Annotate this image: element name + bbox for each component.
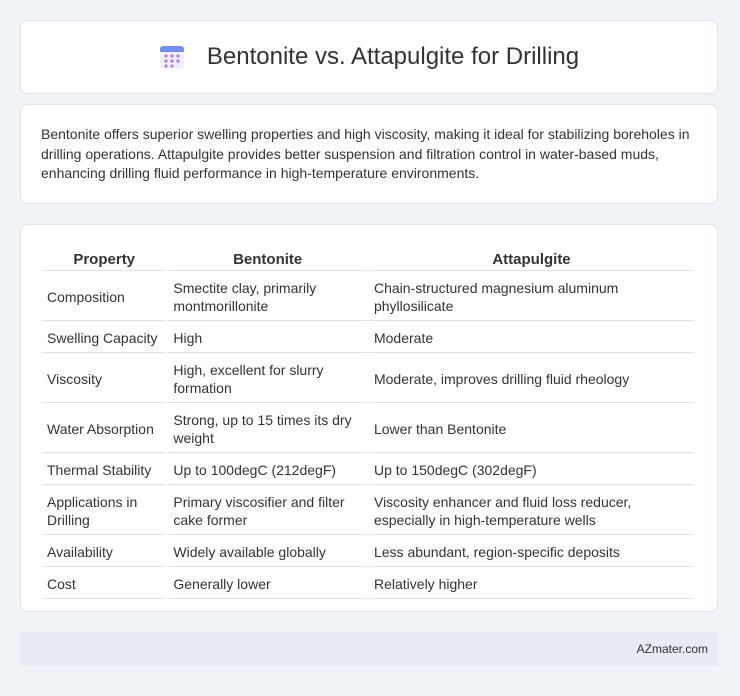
cell-attapulgite: Viscosity enhancer and fluid loss reducer, especially in high-temperature wells bbox=[369, 487, 694, 535]
cell-attapulgite: Moderate, improves drilling fluid rheology bbox=[369, 355, 694, 403]
cell-bentonite: Generally lower bbox=[168, 569, 367, 599]
cell-bentonite: High bbox=[168, 323, 367, 353]
cell-attapulgite: Relatively higher bbox=[369, 569, 694, 599]
cell-attapulgite: Moderate bbox=[369, 323, 694, 353]
table-card bbox=[20, 224, 718, 612]
cell-attapulgite: Lower than Bentonite bbox=[369, 405, 694, 453]
table-row bbox=[42, 355, 694, 403]
cell-property: Composition bbox=[42, 273, 166, 321]
cell-bentonite: Smectite clay, primarily montmorillonite bbox=[168, 273, 367, 321]
calendar-icon bbox=[159, 44, 185, 70]
cell-attapulgite: Chain-structured magnesium aluminum phyllosilicate bbox=[369, 273, 694, 321]
cell-bentonite: Widely available globally bbox=[168, 537, 367, 567]
cell-property: Thermal Stability bbox=[42, 455, 166, 485]
table-row bbox=[42, 405, 694, 453]
intro-card bbox=[20, 104, 718, 204]
cell-property: Swelling Capacity bbox=[42, 323, 166, 353]
title-wrap bbox=[159, 43, 579, 71]
cell-bentonite: Strong, up to 15 times its dry weight bbox=[168, 405, 367, 453]
footer-brand: AZmater.com bbox=[636, 642, 708, 656]
footer bbox=[20, 632, 718, 666]
comparison-table bbox=[40, 245, 696, 601]
cell-bentonite: Primary viscosifier and filter cake former bbox=[168, 487, 367, 535]
table-row bbox=[42, 537, 694, 567]
cell-property: Applications in Drilling bbox=[42, 487, 166, 535]
cell-property: Viscosity bbox=[42, 355, 166, 403]
table-row bbox=[42, 323, 694, 353]
cell-property: Water Absorption bbox=[42, 405, 166, 453]
table-header-row bbox=[42, 247, 694, 271]
cell-property: Availability bbox=[42, 537, 166, 567]
header-bentonite: Bentonite bbox=[168, 247, 367, 271]
header-attapulgite: Attapulgite bbox=[369, 247, 694, 271]
header-property: Property bbox=[42, 247, 166, 271]
cell-property: Cost bbox=[42, 569, 166, 599]
intro-text: Bentonite offers superior swelling properties and high viscosity, making it ideal for stabilizing boreholes in drilling operations. Attapulgite provides better suspension and filtration control in water-based muds, enhancing drilling fluid performance in high-temperature environments. bbox=[41, 126, 690, 181]
table-row bbox=[42, 273, 694, 321]
cell-bentonite: Up to 100degC (212degF) bbox=[168, 455, 367, 485]
cell-bentonite: High, excellent for slurry formation bbox=[168, 355, 367, 403]
cell-attapulgite: Less abundant, region-specific deposits bbox=[369, 537, 694, 567]
table-row bbox=[42, 487, 694, 535]
table-row bbox=[42, 569, 694, 599]
cell-attapulgite: Up to 150degC (302degF) bbox=[369, 455, 694, 485]
page-title: Bentonite vs. Attapulgite for Drilling bbox=[206, 43, 580, 70]
table-row bbox=[42, 455, 694, 485]
title-card bbox=[20, 20, 718, 94]
